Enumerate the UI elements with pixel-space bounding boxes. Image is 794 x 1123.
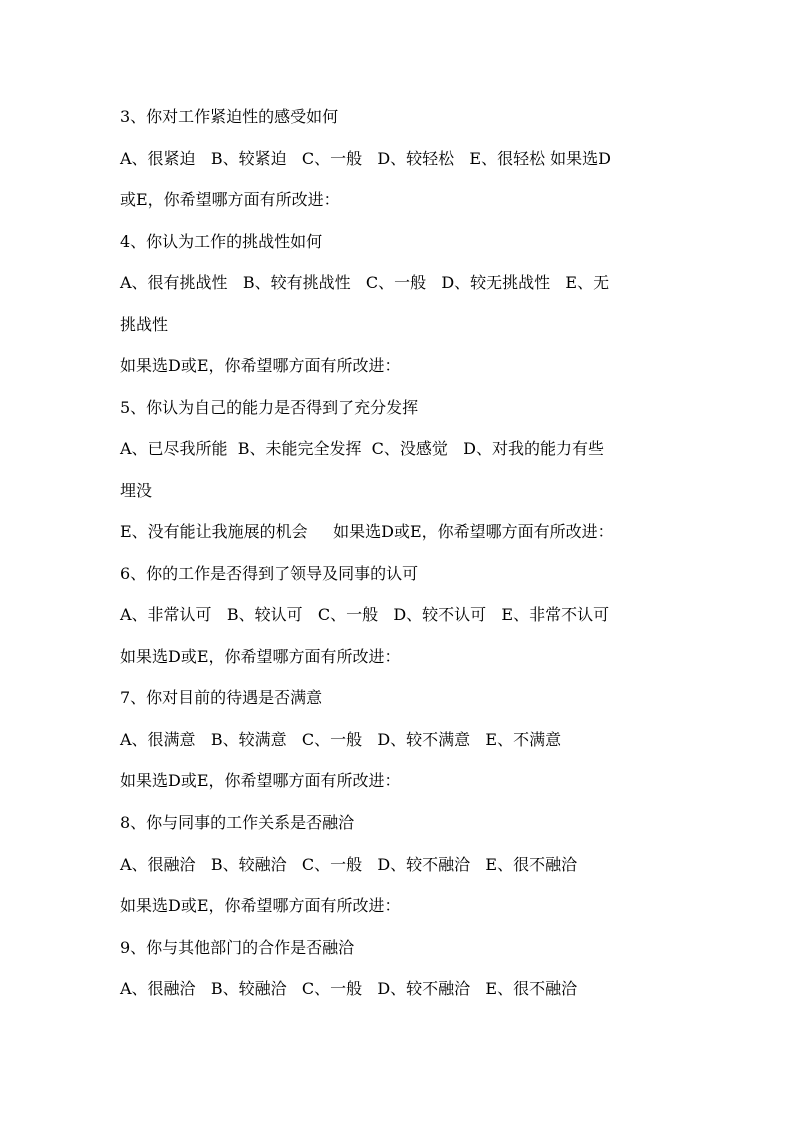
question-4-title: 4、你认为工作的挑战性如何: [120, 232, 323, 251]
question-4-followup: 如果选D或E，你希望哪方面有所改进：: [120, 356, 401, 375]
question-5-options: A、已尽我所能 B、未能完全发挥 C、没感觉 D、对我的能力有些: [120, 439, 604, 458]
question-6-options: A、非常认可 B、较认可 C、一般 D、较不认可 E、非常不认可: [120, 605, 610, 624]
question-7-options: A、很满意 B、较满意 C、一般 D、较不满意 E、不满意: [120, 730, 562, 749]
question-3-options: A、很紧迫 B、较紧迫 C、一般 D、较轻松 E、很轻松 如果选D: [120, 149, 612, 168]
question-8-followup: 如果选D或E，你希望哪方面有所改进：: [120, 896, 401, 915]
question-6-followup: 如果选D或E，你希望哪方面有所改进：: [120, 647, 401, 666]
question-3-title: 3、你对工作紧迫性的感受如何: [120, 107, 339, 126]
question-8-title: 8、你与同事的工作关系是否融洽: [120, 813, 355, 832]
question-4-options-cont: 挑战性: [120, 315, 169, 334]
question-5-options-cont: 埋没: [120, 481, 153, 500]
question-6-title: 6、你的工作是否得到了领导及同事的认可: [120, 564, 419, 583]
question-7-followup: 如果选D或E，你希望哪方面有所改进：: [120, 771, 401, 790]
question-4-options: A、很有挑战性 B、较有挑战性 C、一般 D、较无挑战性 E、无: [120, 273, 610, 292]
question-7-title: 7、你对目前的待遇是否满意: [120, 688, 323, 707]
question-3-followup: 或E，你希望哪方面有所改进：: [120, 190, 340, 209]
question-9-title: 9、你与其他部门的合作是否融洽: [120, 938, 355, 957]
question-5-followup: E、没有能让我施展的机会 如果选D或E，你希望哪方面有所改进：: [120, 522, 614, 541]
question-9-options: A、很融洽 B、较融洽 C、一般 D、较不融洽 E、很不融洽: [120, 979, 578, 998]
question-8-options: A、很融洽 B、较融洽 C、一般 D、较不融洽 E、很不融洽: [120, 855, 578, 874]
question-5-title: 5、你认为自己的能力是否得到了充分发挥: [120, 398, 419, 417]
